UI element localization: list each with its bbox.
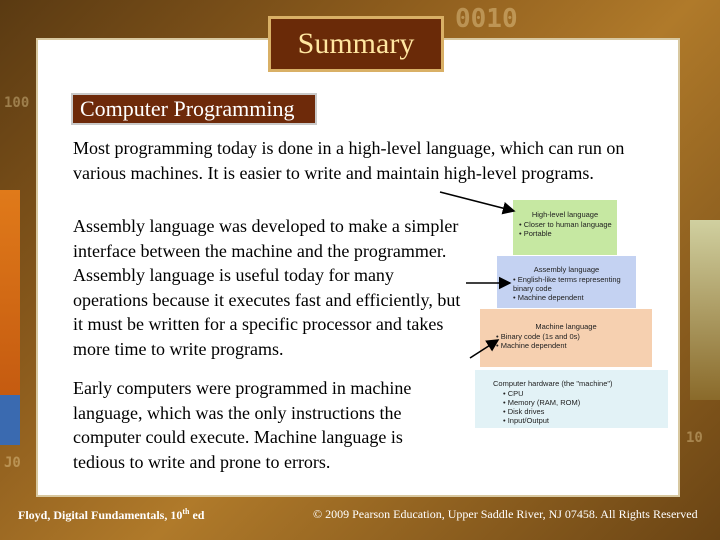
layer-title: High-level language (531, 210, 599, 219)
background-digits: 10 (686, 430, 703, 446)
layer-bullet: • Closer to human language (519, 220, 617, 229)
layer-title: Assembly language (533, 265, 600, 274)
layer-bullet: • Portable (519, 229, 617, 238)
footer-book: Floyd, Digital Fundamentals, 10th ed (18, 507, 205, 522)
layer-bullet: • Machine dependent (496, 341, 652, 350)
section-heading: Computer Programming (71, 93, 317, 125)
background-digits: J0 (4, 455, 21, 471)
paragraph-assembly: Assembly language was developed to make a simpler interface between the machine and the programmer. Assembly language is useful today for many operations because it executes fast and efficiently, but it must be written for a specific processor and takes more time to write programs. (73, 216, 461, 359)
slide-title: Summary (268, 16, 444, 72)
layer-bullet: • Binary code (1s and 0s) (496, 332, 652, 341)
paragraph-machine: Early computers were programmed in machine language, which was the only instructions the computer could execute. Machine language is tedious to write and prone to errors. (73, 378, 412, 472)
arrow-to-high-level (440, 192, 514, 211)
layer-bullet: • Disk drives (503, 407, 668, 416)
background-digits: 100 (4, 95, 30, 111)
footer-copyright: © 2009 Pearson Education, Upper Saddle River, NJ 07458. All Rights Reserved (313, 507, 698, 521)
layer-bullet: • Machine dependent (513, 293, 636, 302)
layer-title: Machine language (535, 322, 597, 331)
layer-bullet: • English-like terms representing binary code (513, 275, 636, 293)
paragraph-high-level: Most programming today is done in a high-level language, which can run on various machines. It is easier to write and maintain high-level programs. (73, 138, 625, 183)
layer-bullet: • Memory (RAM, ROM) (503, 398, 668, 407)
layer-bullet: • Input/Output (503, 416, 668, 425)
layer-title: Computer hardware (the "machine") (493, 379, 613, 388)
layer-bullet: • CPU (503, 389, 668, 398)
arrow-to-machine (470, 340, 498, 358)
background-digits: 0010 (455, 4, 518, 34)
